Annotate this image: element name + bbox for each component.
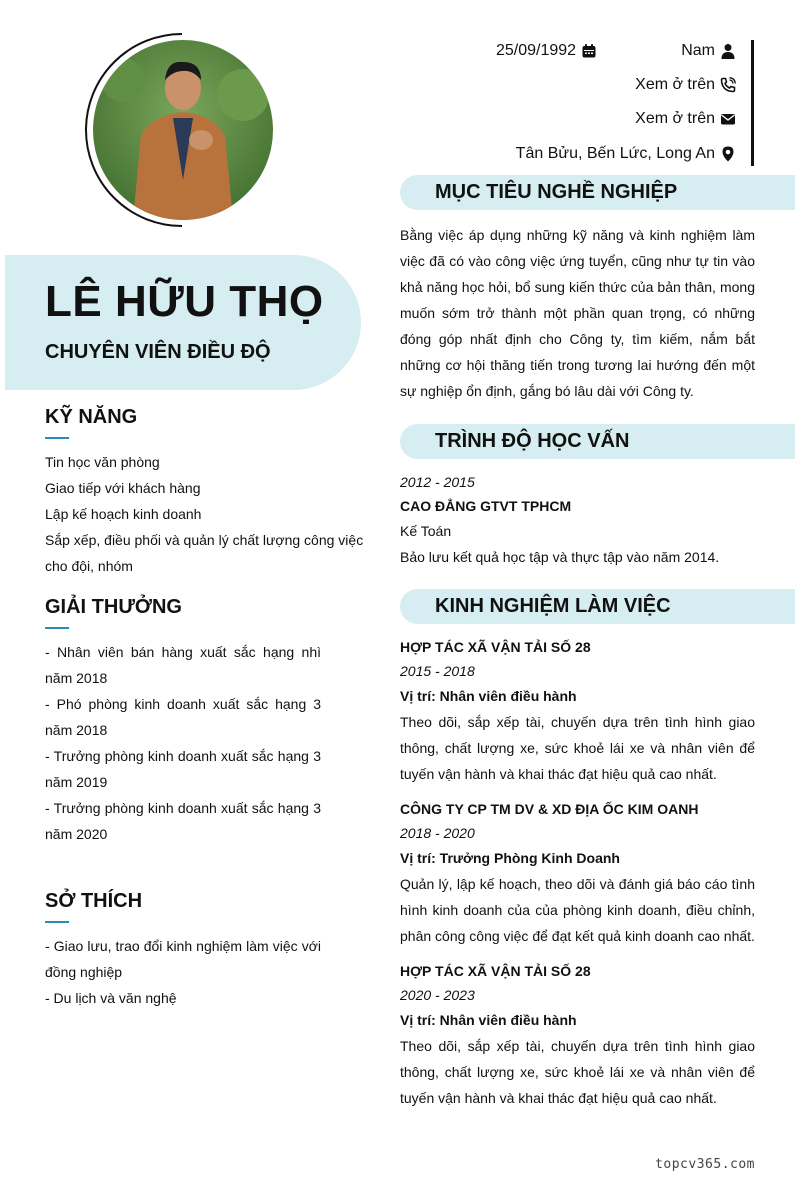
job-position: Vị trí: Trưởng Phòng Kinh Doanh <box>400 850 620 866</box>
award-item: - Phó phòng kinh doanh xuất sắc hạng 3 năm 2018 <box>45 696 321 738</box>
user-icon <box>720 43 736 59</box>
job-entry <box>400 797 755 949</box>
job-entry <box>400 959 755 1111</box>
education-heading: TRÌNH ĐỘ HỌC VẤN <box>435 430 630 452</box>
job-company: HỢP TÁC XÃ VẬN TẢI SỐ 28 <box>400 639 591 655</box>
job-description: Quản lý, lập kế hoạch, theo dõi và đánh giá báo cáo tình hình kinh doanh của của phòng kinh doanh, điều chỉnh, phân công công việc để đạt kết quả kinh doanh cao nhất. <box>400 876 755 944</box>
skills-section <box>45 405 365 579</box>
job-period: 2020 - 2023 <box>400 987 475 1003</box>
heading-underline <box>45 921 69 923</box>
map-pin-icon <box>720 146 736 162</box>
job-entry <box>400 635 755 787</box>
awards-section <box>45 595 321 847</box>
skill-item: Giao tiếp với khách hàng <box>45 480 201 496</box>
hobbies-section <box>45 889 321 1011</box>
dob-text: 25/09/1992 <box>496 42 577 59</box>
job-description: Theo dõi, sắp xếp tài, chuyến dựa trên tình hình giao thông, chất lượng xe, sức khoẻ lái xe và nhân viên để tuyến vận hành và khai thác đạt hiệu quả cao nhất. <box>400 1038 755 1106</box>
email-text: Xem ở trên <box>635 110 715 127</box>
experience-header <box>400 589 795 624</box>
skill-item: Tin học văn phòng <box>45 454 160 470</box>
job-company: CÔNG TY CP TM DV & XD ĐỊA ỐC KIM OANH <box>400 801 699 817</box>
education-major: Kế Toán <box>400 523 452 539</box>
name-banner <box>5 255 361 390</box>
job-company: HỢP TÁC XÃ VẬN TẢI SỐ 28 <box>400 963 591 979</box>
experience-list <box>400 635 755 1121</box>
contact-divider <box>751 40 754 166</box>
skills-heading: KỸ NĂNG <box>45 406 138 428</box>
objective-heading: MỤC TIÊU NGHỀ NGHIỆP <box>435 181 678 203</box>
contact-email <box>635 110 736 128</box>
objective-text: Bằng việc áp dụng những kỹ năng và kinh nghiệm làm việc đã có vào công việc ứng tuyển, cũng như tự tin vào khả năng học hỏi, bổ sung kiến thức của bản thân, mong muốn sớm trở thành một phần quan trọng, có những đóng góp nhất định cho Công ty, tìm kiếm, nắm bắt những cơ hội thăng tiến trong tương lai hướng đến một sự nghiệp ổn định, gắng bó lâu dài với Công ty. <box>400 227 755 399</box>
awards-heading: GIẢI THƯỞNG <box>45 596 182 618</box>
job-period: 2015 - 2018 <box>400 663 475 679</box>
award-item: - Nhân viên bán hàng xuất sắc hạng nhì năm 2018 <box>45 644 321 686</box>
job-period: 2018 - 2020 <box>400 825 475 841</box>
phone-icon <box>720 77 736 93</box>
gender-text: Nam <box>681 42 715 59</box>
skill-item: Sắp xếp, điều phối và quản lý chất lượng công việc cho đội, nhóm <box>45 532 364 574</box>
contact-gender <box>681 42 736 60</box>
phone-text: Xem ở trên <box>635 76 715 93</box>
contact-address <box>516 145 736 163</box>
education-period: 2012 - 2015 <box>400 474 475 490</box>
education-entry <box>400 470 755 570</box>
contact-phone <box>635 76 736 94</box>
contact-dob <box>496 42 597 60</box>
hobbies-heading: SỞ THÍCH <box>45 890 143 912</box>
heading-underline <box>45 437 69 439</box>
address-text: Tân Bửu, Bến Lức, Long An <box>515 145 715 162</box>
envelope-icon <box>720 111 736 127</box>
award-item: - Trưởng phòng kinh doanh xuất sắc hạng 3 năm 2020 <box>45 800 321 842</box>
hobby-item: - Giao lưu, trao đổi kinh nghiệm làm việc với đồng nghiệp <box>45 938 321 980</box>
job-description: Theo dõi, sắp xếp tài, chuyến dựa trên tình hình giao thông, chất lượng xe, sức khoẻ lái xe và nhân viên để tuyến vận hành và khai thác đạt hiệu quả cao nhất. <box>400 714 755 782</box>
job-position: Vị trí: Nhân viên điều hành <box>400 1012 577 1028</box>
heading-underline <box>45 627 69 629</box>
objective-header <box>400 175 795 210</box>
education-description: Bảo lưu kết quả học tập và thực tập vào năm 2014. <box>400 549 720 565</box>
job-title: CHUYÊN VIÊN ĐIỀU ĐỘ <box>45 341 271 363</box>
award-item: - Trưởng phòng kinh doanh xuất sắc hạng 3 năm 2019 <box>45 748 321 790</box>
job-position: Vị trí: Nhân viên điều hành <box>400 688 577 704</box>
footer-site: topcv365.com <box>655 1157 755 1172</box>
hobby-item: - Du lịch và văn nghệ <box>45 990 177 1006</box>
skill-item: Lập kế hoạch kinh doanh <box>45 506 202 522</box>
avatar <box>93 40 273 220</box>
profile-photo-frame <box>82 30 282 230</box>
education-header <box>400 424 795 459</box>
calendar-icon <box>581 43 597 59</box>
education-school: CAO ĐẲNG GTVT TPHCM <box>400 498 572 514</box>
full-name: LÊ HỮU THỌ <box>45 277 324 326</box>
experience-heading: KINH NGHIỆM LÀM VIỆC <box>435 595 671 617</box>
